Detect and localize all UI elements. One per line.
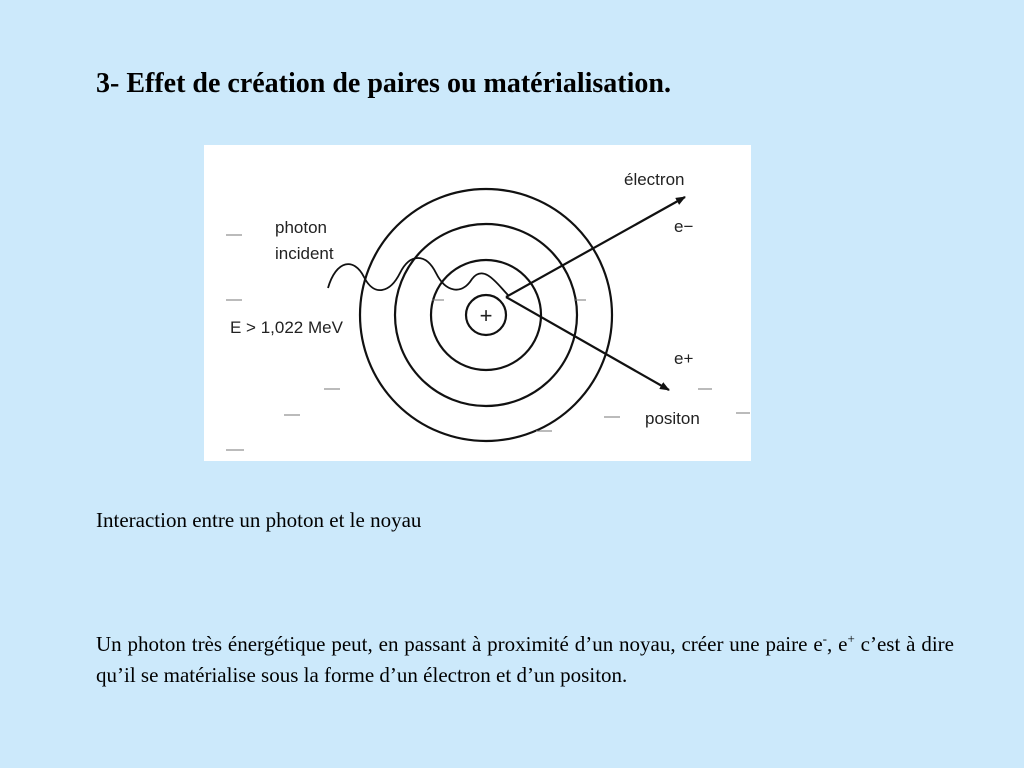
electron-label: électron	[624, 170, 685, 189]
positron-arrow	[506, 297, 669, 390]
superscript-plus: +	[847, 631, 855, 646]
e-minus-label: e−	[674, 217, 694, 236]
slide-title: 3- Effet de création de paires ou matérialisation.	[96, 68, 671, 99]
positron-label: positon	[645, 409, 700, 428]
photon-wave	[328, 258, 508, 295]
energy-label: E > 1,022 MeV	[230, 318, 343, 337]
electron-arrow	[506, 197, 685, 297]
e-plus-label: e+	[674, 349, 694, 368]
paragraph-part-2: , e	[827, 632, 848, 656]
superscript-minus: -	[822, 631, 827, 646]
paragraph-part-1: Un photon très énergétique peut, en passant à proximité d’un noyau, créer une paire e	[96, 632, 823, 656]
photon-label-line1: photon	[275, 218, 327, 237]
paragraph-part-3: c’est à dire qu’il se matérialise sous la forme d’un électron et d’un positon.	[96, 632, 954, 687]
photon-label-line2: incident	[275, 244, 334, 263]
nucleus-plus-sign: +	[479, 303, 493, 328]
pair-production-diagram	[204, 145, 751, 461]
explanation-paragraph	[96, 629, 954, 691]
figure-caption: Interaction entre un photon et le noyau	[96, 508, 422, 532]
